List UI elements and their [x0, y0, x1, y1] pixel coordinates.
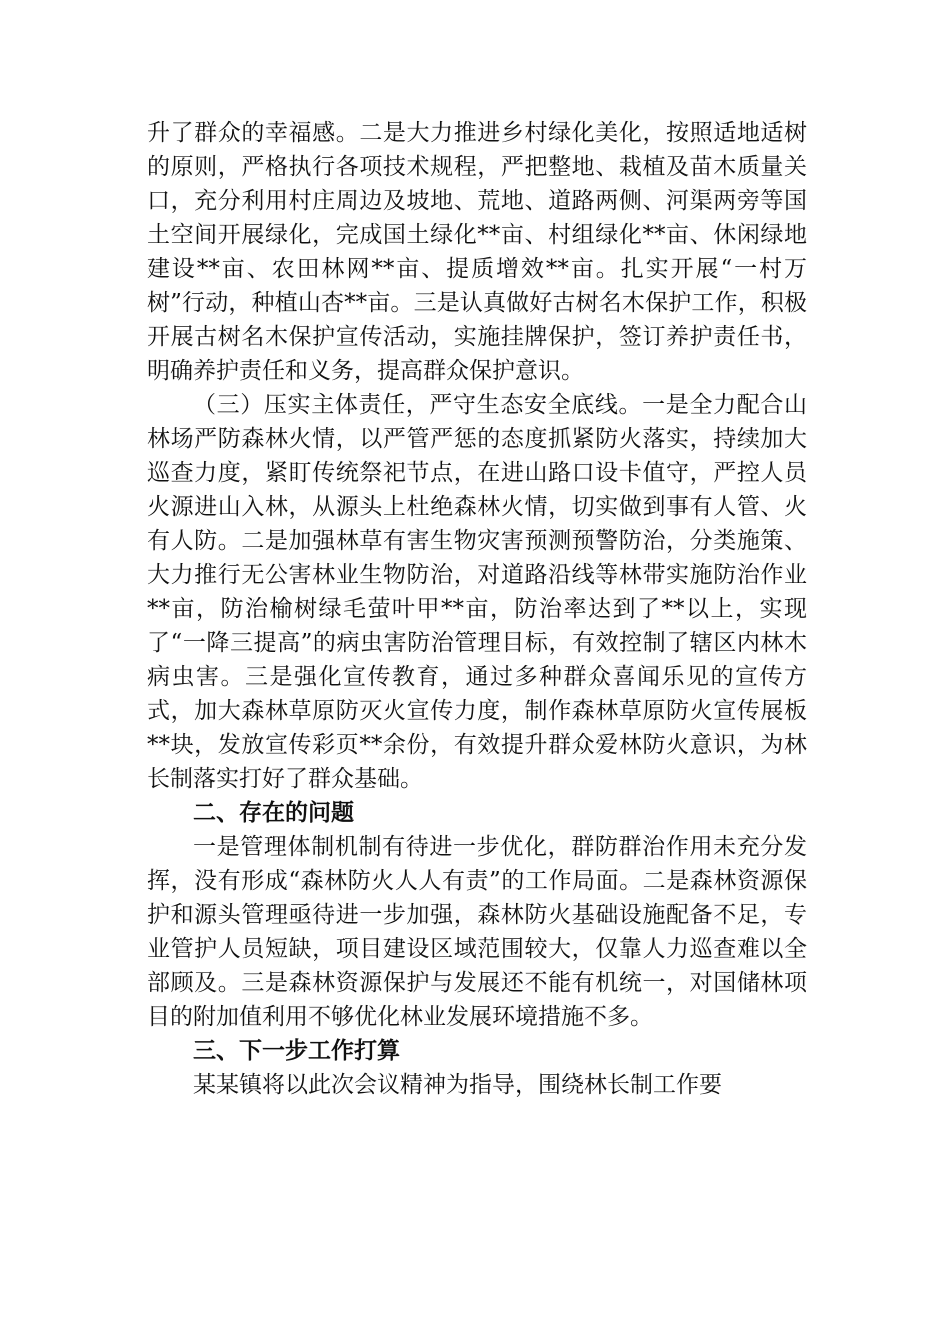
heading-existing-problems: 二、存在的问题: [193, 800, 354, 826]
paragraph-continuation: 升了群众的幸福感。二是大力推进乡村绿化美化，按照适地适树的原则，严格执行各项技术规程，严把整地、栽植及苗木质量关口，充分利用村庄周边及坡地、荒地、道路两侧、河渠两旁等国土空间开展绿化，完成国土绿化**亩、村组绿化**亩、休闲绿地建设**亩、农田林网**亩、提质增效**亩。扎实开展“一村万树”行动，种植山杏**亩。三是认真做好古树名木保护工作，积极开展古树名木保护宣传活动，实施挂牌保护，签订养护责任书，明确养护责任和义务，提高群众保护意识。: [147, 120, 807, 384]
document-body: [147, 116, 807, 1102]
paragraph-problems: 一是管理体制机制有待进一步优化，群防群治作用未充分发挥，没有形成“森林防火人人有责”的工作局面。二是森林资源保护和源头管理亟待进一步加强，森林防火基础设施配备不足，专业管护人员短缺，项目建设区域范围较大，仅靠人力巡查难以全部顾及。三是森林资源保护与发展还不能有机统一，对国储林项目的附加值利用不够优化林业发展环境措施不多。: [147, 834, 807, 1030]
heading-next-steps: 三、下一步工作打算: [193, 1038, 400, 1064]
paragraph-next-steps: 某某镇将以此次会议精神为指导，围绕林长制工作要: [193, 1072, 722, 1098]
paragraph-section-three: （三）压实主体责任，严守生态安全底线。一是全力配合山林场严防森林火情，以严管严惩的态度抓紧防火落实，持续加大巡查力度，紧盯传统祭祀节点，在进山路口设卡值守，严控人员火源进山入林，从源头上杜绝森林火情，切实做到事有人管、火有人防。二是加强林草有害生物灾害预测预警防治，分类施策、大力推行无公害林业生物防治，对道路沿线等林带实施防治作业**亩，防治榆树绿毛萤叶甲**亩，防治率达到了**以上，实现了“一降三提高”的病虫害防治管理目标，有效控制了辖区内林木病虫害。三是强化宣传教育，通过多种群众喜闻乐见的宣传方式，加大森林草原防灭火宣传力度，制作森林草原防火宣传展板**块，发放宣传彩页**余份，有效提升群众爱林防火意识，为林长制落实打好了群众基础。: [147, 392, 807, 792]
